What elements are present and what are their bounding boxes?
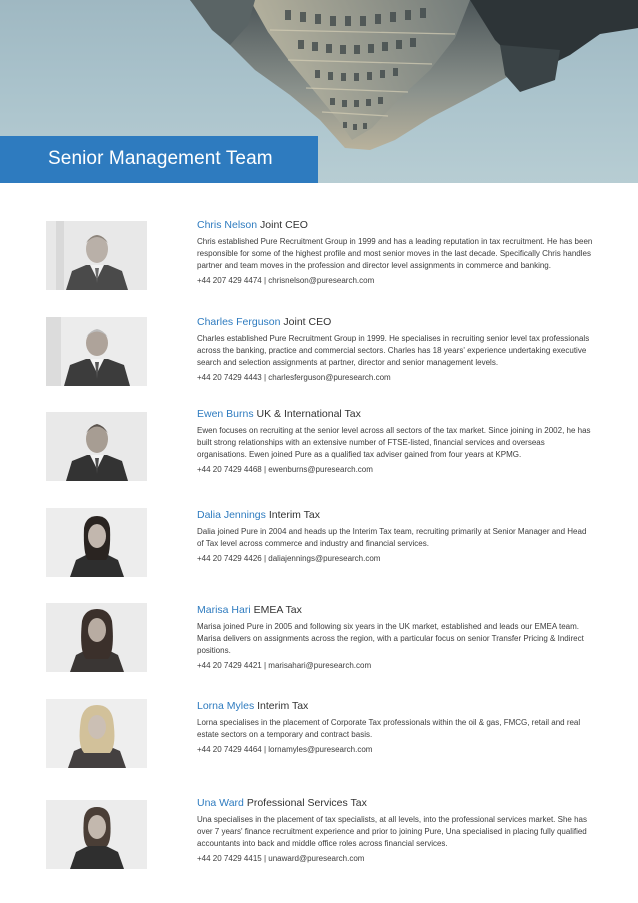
portrait-photo — [46, 800, 147, 869]
portrait-photo — [46, 699, 147, 768]
member-name: Chris Nelson — [197, 219, 258, 231]
member-bio: Dalia joined Pure in 2004 and heads up the Interim Tax team, recruiting primarily at Senior Manager and Head of Tax level across commerce and industry and financial services. — [197, 527, 587, 548]
member-bio: Una specialises in the placement of tax specialists, at all levels, into the professional services market. She has over 7 years' finance recruitment experience and prior to joining Pure, Una specialised in placing fully qualified accountants into back and middle office roles across financial services. — [197, 815, 587, 848]
member-name: Una Ward — [197, 797, 244, 809]
member-info — [197, 508, 595, 565]
member-role: Joint CEO — [283, 316, 332, 328]
member-contact — [197, 553, 595, 565]
portrait-photo — [46, 603, 147, 672]
member-contact — [197, 744, 595, 756]
member-heading — [197, 508, 595, 522]
member-name: Ewen Burns — [197, 408, 254, 420]
portrait-photo — [46, 508, 147, 577]
member-role: Interim Tax — [257, 700, 309, 712]
contact-separator: | — [263, 745, 267, 754]
member-role: Professional Services Tax — [246, 797, 367, 809]
contact-separator: | — [263, 554, 267, 563]
member-email[interactable]: ewenburns@puresearch.com — [268, 465, 373, 474]
member-name: Marisa Hari — [197, 604, 251, 616]
member-heading — [197, 315, 595, 329]
member-phone: +44 20 7429 4443 — [197, 373, 262, 382]
member-role: UK & International Tax — [256, 408, 361, 420]
member-contact — [197, 372, 595, 384]
member-email[interactable]: lornamyles@puresearch.com — [268, 745, 373, 754]
member-info — [197, 603, 595, 672]
contact-separator: | — [263, 276, 267, 285]
member-role: EMEA Tax — [253, 604, 302, 616]
member-phone: +44 207 429 4474 — [197, 276, 262, 285]
member-phone: +44 20 7429 4468 — [197, 465, 262, 474]
member-info — [197, 218, 595, 287]
member-heading — [197, 218, 595, 232]
member-name: Lorna Myles — [197, 700, 255, 712]
member-name: Charles Ferguson — [197, 316, 281, 328]
member-bio: Marisa joined Pure in 2005 and following six years in the UK market, established and leads our EMEA team. Marisa delivers on assignments across the region, with a particular focus on senior Transfer Pricing & Indirect positions. — [197, 622, 584, 655]
portrait-photo — [46, 221, 147, 290]
member-contact — [197, 853, 595, 865]
member-heading — [197, 796, 595, 810]
member-role: Interim Tax — [268, 509, 320, 521]
member-info — [197, 315, 595, 384]
member-name: Dalia Jennings — [197, 509, 266, 521]
portrait-photo — [46, 317, 147, 386]
contact-separator: | — [263, 465, 267, 474]
member-contact — [197, 660, 595, 672]
member-email[interactable]: marisahari@puresearch.com — [268, 661, 372, 670]
member-info — [197, 699, 595, 756]
member-email[interactable]: charlesferguson@puresearch.com — [268, 373, 391, 382]
member-info — [197, 796, 595, 865]
member-contact — [197, 464, 595, 476]
portrait-photo — [46, 412, 147, 481]
member-info — [197, 407, 595, 476]
contact-separator: | — [263, 661, 267, 670]
member-bio: Lorna specialises in the placement of Corporate Tax professionals within the oil & gas, FMCG, retail and real estate sectors on a temporary and contract basis. — [197, 718, 581, 739]
section-title: Senior Management Team — [48, 148, 273, 169]
member-heading — [197, 407, 595, 421]
member-email[interactable]: chrisnelson@puresearch.com — [268, 276, 375, 285]
member-bio: Ewen focuses on recruiting at the senior level across all sectors of the tax market. Since joining in 2002, he has built strong relationships with an extensive number of FTSE-listed, financial services and overseas organisations. Ewen joined Pure as a qualified tax adviser gained from four years at KPMG. — [197, 426, 591, 459]
member-email[interactable]: daliajennings@puresearch.com — [268, 554, 381, 563]
member-heading — [197, 699, 595, 713]
member-bio: Chris established Pure Recruitment Group in 1999 and has a leading reputation in tax recruitment. He has been responsible for some of the highest profile and most senior moves in the last decade. Specifically Chris handles partner and team moves in the profession and director level assignments in commerce and banking. — [197, 237, 593, 270]
member-phone: +44 20 7429 4464 — [197, 745, 262, 754]
member-role: Joint CEO — [260, 219, 308, 231]
member-email[interactable]: unaward@puresearch.com — [268, 854, 365, 863]
member-bio: Charles established Pure Recruitment Group in 1999. He specialises in recruiting senior level tax professionals across the banking, practice and commercial sectors. Charles has 18 years' experience undertaking executive search and selection assignments at partner, director and senior management levels. — [197, 334, 590, 367]
member-heading — [197, 603, 595, 617]
contact-separator: | — [263, 373, 267, 382]
member-contact — [197, 275, 595, 287]
contact-separator: | — [263, 854, 267, 863]
member-phone: +44 20 7429 4421 — [197, 661, 262, 670]
member-phone: +44 20 7429 4415 — [197, 854, 262, 863]
member-phone: +44 20 7429 4426 — [197, 554, 262, 563]
